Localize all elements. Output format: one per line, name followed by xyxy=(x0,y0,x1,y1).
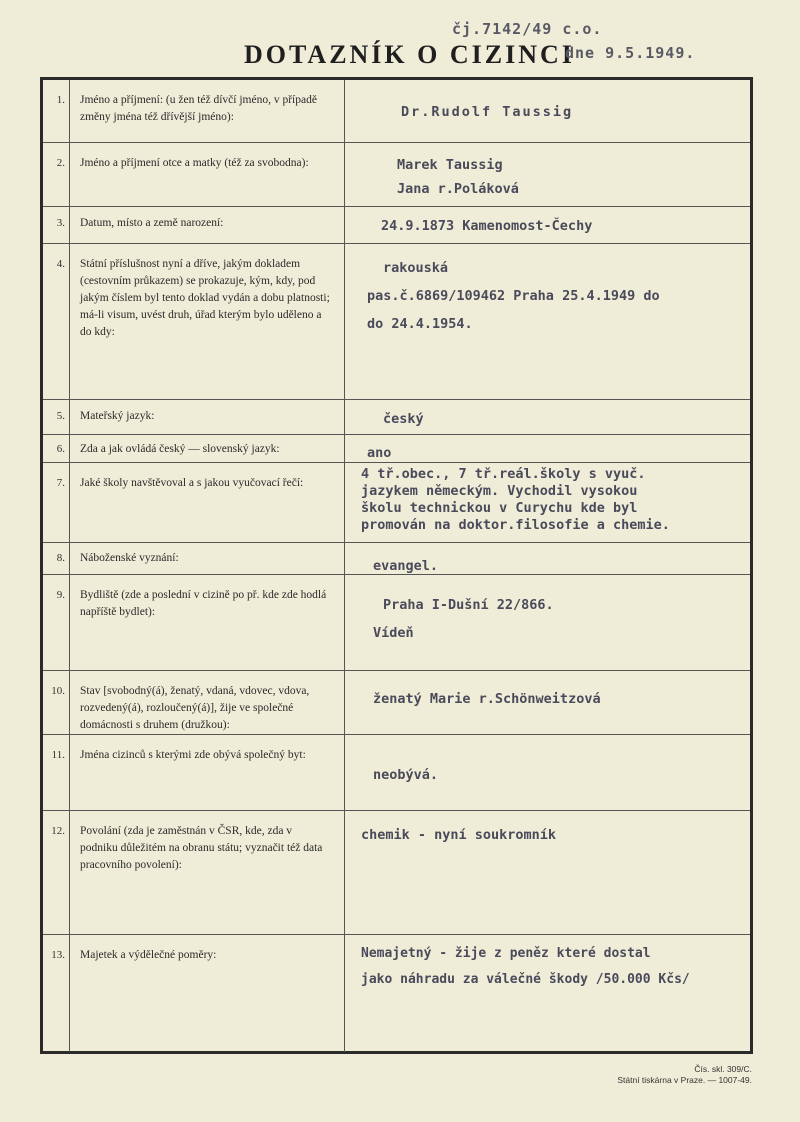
answer-line: promován na doktor.filosofie a chemie. xyxy=(361,517,670,533)
answer-line: chemik - nyní soukromník xyxy=(361,827,557,843)
question-label: Státní příslušnost nyní a dříve, jakým dokladem (cestovním průkazem) se prokazuje, kým, kdy, pod jakým číslem byl tento doklad vydán a dobu platnosti; má-li visum, uvést druh, úřad kterým bylo uděleno a do kdy: xyxy=(80,258,330,338)
row-number: 11. xyxy=(51,749,65,761)
form-row-schools xyxy=(43,462,750,543)
form-row-cohabitants xyxy=(43,734,750,811)
page-title: DOTAZNÍK O CIZINCI xyxy=(244,40,575,69)
row-number: 7. xyxy=(56,477,65,489)
row-number: 12. xyxy=(51,825,65,837)
answer-field xyxy=(361,254,744,338)
question-label: Majetek a výdělečné poměry: xyxy=(80,949,217,961)
row-number: 2. xyxy=(56,157,65,169)
answer-field xyxy=(361,407,744,431)
question-label: Povolání (zda je zaměstnán v ČSR, kde, zda v podniku důležitém na obranu státu; vyznačit též data pracovního povolení): xyxy=(80,825,323,871)
printer-info: Státní tiskárna v Praze. — 1007-49. xyxy=(617,1075,752,1085)
answer-line: ano xyxy=(367,445,392,461)
answer-line: pas.č.6869/109462 Praha 25.4.1949 do xyxy=(367,288,660,304)
row-number: 13. xyxy=(51,949,65,961)
answer-field xyxy=(361,466,744,534)
form-row-language xyxy=(43,434,750,463)
answer-field xyxy=(361,443,744,463)
question-label: Jméno a příjmení otce a matky (též za svobodna): xyxy=(80,157,309,169)
answer-line: do 24.4.1954. xyxy=(367,316,473,332)
form-row-property xyxy=(43,934,750,1052)
answer-line: Nemajetný - žije z peněz které dostal xyxy=(361,946,651,961)
answer-field xyxy=(361,687,744,711)
row-number: 1. xyxy=(56,94,65,106)
form-row-citizenship xyxy=(43,243,750,400)
reference-number: čj.7142/49 c.o. xyxy=(452,20,603,38)
form-row-occupation xyxy=(43,810,750,935)
answer-line: Vídeň xyxy=(373,625,414,641)
answer-field xyxy=(361,763,744,787)
answer-field xyxy=(361,941,744,993)
form-row-name xyxy=(43,80,750,142)
answer-line: Dr.Rudolf Taussig xyxy=(401,104,574,120)
answer-line: český xyxy=(383,411,424,427)
questionnaire-form xyxy=(40,77,753,1054)
form-row-marital-status xyxy=(43,670,750,735)
answer-line: jazykem německým. Vychodil vysokou xyxy=(361,483,638,499)
row-number: 5. xyxy=(56,410,65,422)
question-label: Jména cizinců s kterými zde obývá společný byt: xyxy=(80,749,306,761)
question-label: Bydliště (zde a poslední v cizině po př. kde zde hodlá napříště bydlet): xyxy=(80,589,327,618)
answer-field xyxy=(361,214,744,238)
answer-line: 4 tř.obec., 7 tř.reál.školy s vyuč. xyxy=(361,466,646,482)
question-label: Jméno a příjmení: (u žen též dívčí jméno, v případě změny jména též dřívější jméno): xyxy=(80,94,317,123)
question-label: Datum, místo a země narození: xyxy=(80,217,224,229)
answer-line: rakouská xyxy=(383,260,449,276)
answer-line: 24.9.1873 Kamenomost-Čechy xyxy=(381,218,593,234)
answer-line: evangel. xyxy=(373,558,439,574)
row-number: 3. xyxy=(56,217,65,229)
row-number: 9. xyxy=(56,589,65,601)
answer-line: Marek Taussig xyxy=(397,157,503,173)
footer xyxy=(617,1064,752,1086)
answer-line: školu technickou v Curychu kde byl xyxy=(361,500,638,516)
form-date: dne 9.5.1949. xyxy=(565,44,696,62)
form-number: Čís. skl. 309/C. xyxy=(694,1064,752,1074)
form-row-religion xyxy=(43,542,750,575)
answer-line: neobývá. xyxy=(373,767,439,783)
row-number: 6. xyxy=(56,443,65,455)
answer-line: jako náhradu za válečné škody /50.000 Kčs/ xyxy=(361,972,690,987)
answer-line: ženatý Marie r.Schönweitzová xyxy=(373,691,601,707)
form-row-mother-tongue xyxy=(43,399,750,435)
answer-field xyxy=(361,153,744,201)
row-number: 4. xyxy=(56,258,65,270)
question-label: Stav [svobodný(á), ženatý, vdaná, vdovec, vdova, rozvedený(á), rozloučený(á)], žije ve společné domácnosti s druhem (družkou): xyxy=(80,685,310,731)
answer-field xyxy=(361,823,744,847)
form-row-parents xyxy=(43,142,750,207)
question-label: Jaké školy navštěvoval a s jakou vyučovací řečí: xyxy=(80,477,304,489)
answer-field xyxy=(361,100,744,124)
question-label: Zda a jak ovládá český — slovenský jazyk: xyxy=(80,443,280,455)
answer-line: Jana r.Poláková xyxy=(397,181,519,197)
row-number: 8. xyxy=(56,552,65,564)
form-row-residence xyxy=(43,574,750,671)
row-number: 10. xyxy=(51,685,65,697)
question-label: Náboženské vyznání: xyxy=(80,552,179,564)
form-row-birth xyxy=(43,206,750,244)
answer-field xyxy=(361,591,744,647)
answer-line: Praha I-Dušní 22/866. xyxy=(383,597,554,613)
question-label: Mateřský jazyk: xyxy=(80,410,155,422)
